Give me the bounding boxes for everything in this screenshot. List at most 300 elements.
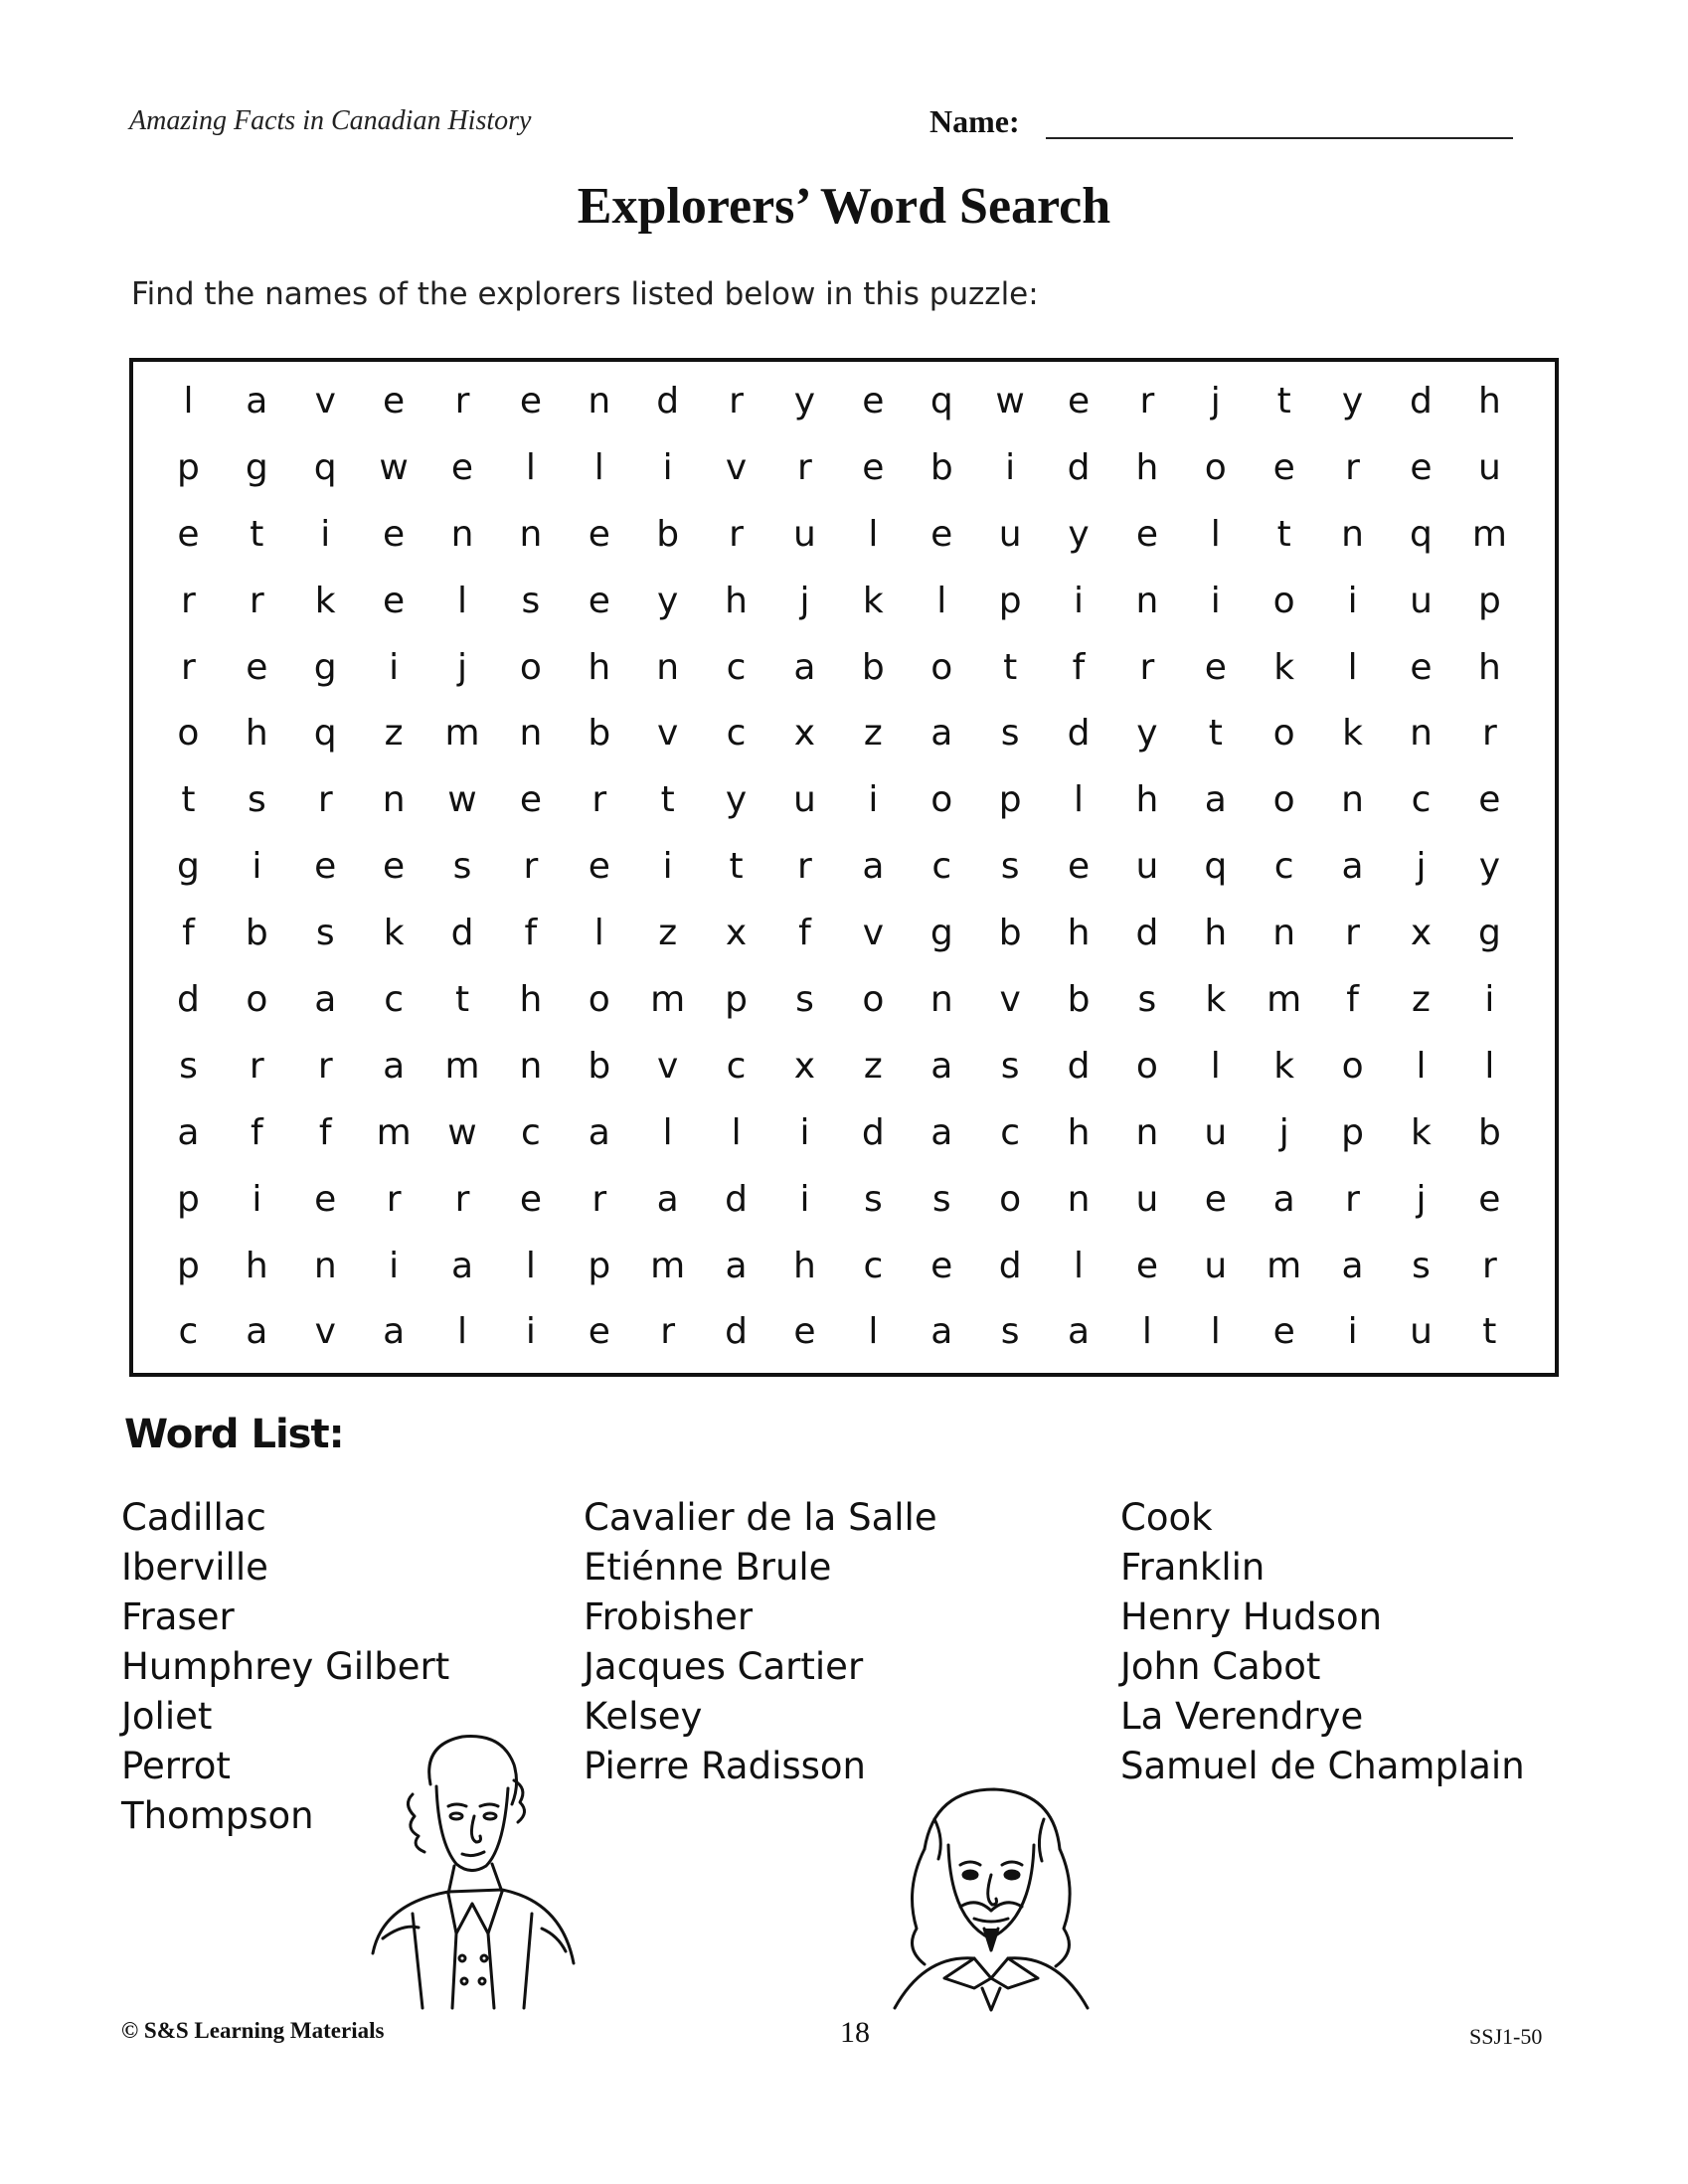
grid-letter: o (1341, 1045, 1364, 1087)
grid-letter: s (452, 846, 472, 888)
grid-letter: t (1208, 713, 1223, 755)
grid-letter: e (1067, 846, 1091, 888)
grid-letter: q (929, 380, 953, 421)
grid-letter: e (383, 513, 406, 555)
grid-letter: c (1411, 779, 1432, 821)
word-search-grid (154, 368, 1524, 1365)
grid-letter: t (250, 513, 264, 555)
grid-letter: f (250, 1111, 263, 1153)
grid-letter: j (799, 580, 810, 621)
grid-letter: e (383, 580, 406, 621)
grid-letter: o (999, 1178, 1022, 1220)
grid-letter: e (862, 446, 885, 488)
grid-letter: o (246, 978, 268, 1020)
grid-letter: i (525, 1311, 536, 1353)
grid-letter: o (177, 713, 200, 755)
grid-letter: r (454, 380, 470, 421)
grid-letter: h (1204, 913, 1228, 954)
grid-letter: l (1074, 779, 1085, 821)
grid-letter: l (662, 1111, 673, 1153)
grid-letter: p (725, 978, 748, 1020)
grid-letter: b (861, 646, 885, 688)
grid-letter: r (660, 1311, 676, 1353)
grid-letter: i (320, 513, 331, 555)
grid-letter: d (1067, 1045, 1091, 1087)
word-list-heading: Word List: (124, 1412, 344, 1457)
grid-letter: z (384, 713, 404, 755)
grid-letter: c (726, 1045, 747, 1087)
grid-letter: n (519, 1045, 543, 1087)
grid-letter: n (1272, 913, 1296, 954)
grid-letter: i (799, 1111, 810, 1153)
grid-letter: j (457, 646, 468, 688)
grid-letter: n (519, 513, 543, 555)
grid-letter: r (454, 1178, 470, 1220)
grid-letter: r (1139, 646, 1155, 688)
grid-letter: q (1410, 513, 1433, 555)
grid-letter: p (177, 1178, 200, 1220)
grid-letter: w (995, 380, 1025, 421)
grid-letter: o (1272, 779, 1295, 821)
grid-letter: c (726, 646, 747, 688)
grid-letter: d (1135, 913, 1159, 954)
grid-letter: l (868, 513, 879, 555)
grid-letter: x (725, 913, 748, 954)
grid-letter: e (1204, 646, 1227, 688)
grid-letter: j (1278, 1111, 1289, 1153)
grid-letter: r (591, 1178, 607, 1220)
grid-letter: n (382, 779, 406, 821)
grid-letter: x (793, 1045, 816, 1087)
grid-letter: a (930, 1045, 953, 1087)
grid-letter: c (384, 978, 405, 1020)
grid-letter: e (1067, 380, 1091, 421)
grid-letter: z (658, 913, 678, 954)
grid-letter: g (1477, 913, 1501, 954)
grid-letter: s (795, 978, 814, 1020)
grid-letter: e (246, 646, 268, 688)
grid-letter: a (383, 1045, 406, 1087)
grid-letter: z (1412, 978, 1431, 1020)
grid-letter: z (863, 1045, 883, 1087)
grid-letter: o (1272, 580, 1295, 621)
grid-letter: k (1205, 978, 1227, 1020)
grid-letter: h (519, 978, 543, 1020)
word-list-item: Etiénne Brule (584, 1546, 832, 1589)
word-list-item: John Cabot (1120, 1645, 1321, 1688)
grid-letter: t (1276, 380, 1291, 421)
grid-letter: u (1410, 1311, 1433, 1353)
grid-letter: g (313, 646, 337, 688)
grid-letter: c (1000, 1111, 1021, 1153)
word-list-item: Perrot (121, 1745, 231, 1787)
grid-letter: f (798, 913, 811, 954)
grid-letter: r (1345, 1178, 1360, 1220)
grid-letter: s (1412, 1245, 1431, 1286)
grid-letter: h (588, 646, 611, 688)
grid-letter: r (797, 846, 812, 888)
grid-letter: l (936, 580, 947, 621)
grid-letter: z (863, 713, 883, 755)
grid-letter: e (314, 846, 337, 888)
grid-letter: y (1478, 846, 1501, 888)
grid-letter: c (931, 846, 952, 888)
grid-letter: b (929, 446, 953, 488)
grid-letter: m (650, 1245, 686, 1286)
grid-letter: r (797, 446, 812, 488)
grid-letter: r (729, 380, 744, 421)
grid-letter: i (1074, 580, 1085, 621)
grid-letter: a (383, 1311, 406, 1353)
grid-letter: j (1210, 380, 1221, 421)
grid-letter: e (862, 380, 885, 421)
name-line (1046, 137, 1513, 139)
grid-letter: e (930, 513, 953, 555)
grid-letter: w (379, 446, 409, 488)
explorer-portrait-1 (353, 1725, 582, 2013)
grid-letter: f (1072, 646, 1086, 688)
page-number: 18 (840, 2016, 870, 2049)
grid-letter: k (1273, 646, 1295, 688)
grid-letter: i (868, 779, 879, 821)
grid-letter: e (588, 1311, 610, 1353)
grid-letter: i (389, 646, 400, 688)
grid-letter: c (1273, 846, 1294, 888)
grid-letter: t (181, 779, 196, 821)
grid-letter: l (1484, 1045, 1495, 1087)
grid-letter: k (1411, 1111, 1432, 1153)
book-title: Amazing Facts in Canadian History (129, 105, 532, 136)
grid-letter: r (1345, 446, 1360, 488)
word-list-item: Jacques Cartier (584, 1645, 864, 1688)
grid-letter: h (793, 1245, 816, 1286)
grid-letter: r (317, 779, 333, 821)
grid-letter: d (1410, 380, 1433, 421)
grid-letter: r (591, 779, 607, 821)
grid-letter: a (177, 1111, 200, 1153)
grid-letter: a (930, 713, 953, 755)
word-list-item: Humphrey Gilbert (121, 1645, 450, 1688)
grid-letter: o (519, 646, 542, 688)
grid-letter: d (998, 1245, 1022, 1286)
grid-letter: e (314, 1178, 337, 1220)
grid-letter: v (314, 1311, 336, 1353)
grid-letter: c (726, 713, 747, 755)
grid-letter: r (386, 1178, 402, 1220)
grid-letter: a (450, 1245, 474, 1286)
grid-letter: p (588, 1245, 611, 1286)
grid-letter: t (454, 978, 470, 1020)
grid-letter: f (318, 1111, 332, 1153)
grid-letter: d (450, 913, 474, 954)
grid-letter: a (588, 1111, 610, 1153)
grid-letter: d (861, 1111, 885, 1153)
grid-letter: s (247, 779, 266, 821)
word-list-column-3 (1120, 1493, 1525, 1791)
grid-letter: r (317, 1045, 333, 1087)
grid-letter: l (1210, 513, 1221, 555)
word-list-item: Samuel de Champlain (1120, 1745, 1525, 1787)
grid-letter: a (246, 380, 268, 421)
grid-letter: n (519, 713, 543, 755)
grid-letter: a (930, 1111, 953, 1153)
grid-letter: r (523, 846, 539, 888)
grid-letter: g (177, 846, 200, 888)
grid-letter: u (1135, 1178, 1159, 1220)
word-list-item: Franklin (1120, 1546, 1266, 1589)
grid-letter: e (383, 846, 406, 888)
word-list-item: Fraser (121, 1596, 235, 1638)
grid-letter: d (725, 1178, 748, 1220)
grid-letter: c (863, 1245, 884, 1286)
grid-letter: a (725, 1245, 748, 1286)
grid-letter: t (1276, 513, 1291, 555)
grid-letter: f (1346, 978, 1359, 1020)
grid-letter: r (1481, 1245, 1497, 1286)
grid-letter: p (177, 446, 200, 488)
grid-letter: i (662, 446, 673, 488)
grid-letter: e (1478, 1178, 1501, 1220)
grid-letter: h (1477, 380, 1501, 421)
grid-letter: p (177, 1245, 200, 1286)
grid-letter: l (183, 380, 194, 421)
grid-letter: b (588, 713, 611, 755)
grid-letter: n (588, 380, 611, 421)
grid-letter: h (725, 580, 748, 621)
grid-letter: i (1347, 580, 1358, 621)
word-list-item: Frobisher (584, 1596, 754, 1638)
grid-letter: j (1416, 1178, 1427, 1220)
grid-letter: s (179, 1045, 198, 1087)
grid-letter: l (1416, 1045, 1427, 1087)
grid-letter: a (246, 1311, 268, 1353)
grid-letter: e (1410, 646, 1433, 688)
grid-letter: m (1471, 513, 1507, 555)
grid-letter: s (521, 580, 541, 621)
grid-letter: b (1477, 1111, 1501, 1153)
grid-letter: a (862, 846, 885, 888)
grid-letter: b (998, 913, 1022, 954)
grid-letter: k (1342, 713, 1364, 755)
grid-letter: e (588, 513, 610, 555)
grid-letter: e (1135, 1245, 1158, 1286)
grid-letter: x (793, 713, 816, 755)
grid-letter: e (930, 1245, 953, 1286)
grid-letter: b (588, 1045, 611, 1087)
grid-letter: n (929, 978, 953, 1020)
grid-letter: m (376, 1111, 412, 1153)
grid-letter: b (656, 513, 680, 555)
grid-letter: d (1067, 713, 1091, 755)
book-code: SSJ1-50 (1469, 2024, 1543, 2049)
grid-letter: t (1482, 1311, 1497, 1353)
grid-letter: l (525, 1245, 536, 1286)
word-list-column-2 (584, 1493, 937, 1791)
grid-letter: e (177, 513, 200, 555)
grid-letter: h (1067, 913, 1091, 954)
grid-letter: i (662, 846, 673, 888)
grid-letter: l (593, 913, 604, 954)
grid-letter: m (650, 978, 686, 1020)
grid-letter: w (447, 1111, 477, 1153)
word-list-item: La Verendrye (1120, 1695, 1364, 1738)
grid-letter: o (862, 978, 885, 1020)
grid-letter: p (998, 580, 1022, 621)
grid-letter: o (1272, 713, 1295, 755)
grid-letter: n (313, 1245, 337, 1286)
grid-letter: w (447, 779, 477, 821)
grid-letter: i (1484, 978, 1495, 1020)
grid-letter: h (1135, 446, 1159, 488)
grid-letter: e (1478, 779, 1501, 821)
grid-letter: i (252, 1178, 262, 1220)
grid-letter: s (863, 1178, 883, 1220)
grid-letter: h (245, 713, 268, 755)
grid-letter: d (656, 380, 680, 421)
grid-letter: b (1067, 978, 1091, 1020)
grid-letter: d (177, 978, 200, 1020)
grid-letter: p (1477, 580, 1501, 621)
grid-letter: a (656, 1178, 679, 1220)
grid-letter: e (588, 846, 610, 888)
grid-letter: y (793, 380, 816, 421)
grid-letter: q (313, 446, 337, 488)
grid-letter: y (725, 779, 748, 821)
grid-letter: u (1135, 846, 1159, 888)
grid-letter: r (181, 580, 196, 621)
grid-letter: k (1273, 1045, 1295, 1087)
grid-letter: a (1204, 779, 1227, 821)
grid-letter: v (725, 446, 748, 488)
grid-letter: i (1005, 446, 1016, 488)
grid-letter: x (1410, 913, 1433, 954)
grid-letter: u (1204, 1245, 1228, 1286)
grid-letter: v (657, 1045, 679, 1087)
grid-letter: l (868, 1311, 879, 1353)
grid-letter: u (1477, 446, 1501, 488)
grid-letter: u (793, 513, 816, 555)
grid-letter: e (383, 380, 406, 421)
grid-letter: v (862, 913, 884, 954)
grid-letter: l (1210, 1311, 1221, 1353)
grid-letter: e (450, 446, 474, 488)
grid-letter: e (1204, 1178, 1227, 1220)
grid-letter: q (313, 713, 337, 755)
grid-letter: e (1410, 446, 1433, 488)
grid-letter: m (444, 1045, 480, 1087)
grid-letter: n (1067, 1178, 1091, 1220)
grid-letter: e (519, 380, 542, 421)
grid-letter: r (249, 1045, 264, 1087)
grid-letter: s (931, 1178, 951, 1220)
instructions: Find the names of the explorers listed below in this puzzle: (131, 276, 1039, 312)
grid-letter: i (1210, 580, 1221, 621)
grid-letter: h (245, 1245, 268, 1286)
grid-letter: l (1347, 646, 1358, 688)
grid-letter: a (793, 646, 816, 688)
grid-letter: e (1272, 1311, 1295, 1353)
grid-letter: s (1000, 846, 1020, 888)
grid-letter: o (1204, 446, 1227, 488)
word-list-item: Henry Hudson (1120, 1596, 1383, 1638)
grid-letter: o (930, 779, 953, 821)
grid-letter: m (1266, 1245, 1302, 1286)
grid-letter: l (731, 1111, 742, 1153)
grid-letter: h (1135, 779, 1159, 821)
grid-letter: j (1416, 846, 1427, 888)
grid-letter: n (1135, 1111, 1159, 1153)
grid-letter: a (1272, 1178, 1295, 1220)
grid-letter: l (593, 446, 604, 488)
grid-letter: s (1000, 713, 1020, 755)
grid-letter: c (178, 1311, 199, 1353)
grid-letter: a (1341, 1245, 1364, 1286)
grid-letter: l (457, 580, 468, 621)
grid-letter: q (1204, 846, 1228, 888)
grid-letter: d (725, 1311, 748, 1353)
grid-letter: y (1068, 513, 1090, 555)
grid-letter: f (182, 913, 195, 954)
word-list-item: Thompson (121, 1794, 314, 1837)
explorer-portrait-2 (865, 1779, 1113, 2023)
copyright: © S&S Learning Materials (121, 2018, 385, 2043)
grid-letter: c (521, 1111, 541, 1153)
page-title: Explorers’ Word Search (577, 178, 1111, 235)
grid-letter: e (793, 1311, 816, 1353)
grid-letter: r (249, 580, 264, 621)
grid-letter: v (999, 978, 1021, 1020)
grid-letter: y (1136, 713, 1158, 755)
grid-letter: s (1000, 1045, 1020, 1087)
grid-letter: s (1137, 978, 1157, 1020)
grid-letter: r (1345, 913, 1360, 954)
grid-letter: k (862, 580, 884, 621)
grid-letter: r (181, 646, 196, 688)
grid-letter: o (930, 646, 953, 688)
grid-letter: l (457, 1311, 468, 1353)
grid-letter: n (1410, 713, 1433, 755)
grid-letter: i (1347, 1311, 1358, 1353)
grid-letter: e (1272, 446, 1295, 488)
grid-letter: n (1341, 779, 1364, 821)
word-list-item: Cadillac (121, 1496, 266, 1539)
grid-letter: l (1210, 1045, 1221, 1087)
grid-letter: h (1067, 1111, 1091, 1153)
grid-letter: u (793, 779, 816, 821)
grid-letter: s (1000, 1311, 1020, 1353)
grid-letter: y (657, 580, 679, 621)
grid-letter: t (1003, 646, 1018, 688)
grid-letter: t (729, 846, 744, 888)
grid-letter: r (1139, 380, 1155, 421)
grid-letter: g (245, 446, 268, 488)
grid-letter: t (660, 779, 675, 821)
grid-letter: h (1477, 646, 1501, 688)
grid-letter: u (1204, 1111, 1228, 1153)
grid-letter: p (1341, 1111, 1365, 1153)
grid-letter: n (656, 646, 680, 688)
grid-letter: l (525, 446, 536, 488)
grid-letter: e (1135, 513, 1158, 555)
word-list-item: Iberville (121, 1546, 268, 1589)
grid-letter: s (315, 913, 335, 954)
grid-letter: y (1341, 380, 1364, 421)
grid-letter: v (314, 380, 336, 421)
grid-letter: a (314, 978, 337, 1020)
grid-letter: n (1341, 513, 1364, 555)
grid-letter: r (729, 513, 744, 555)
grid-letter: n (1135, 580, 1159, 621)
